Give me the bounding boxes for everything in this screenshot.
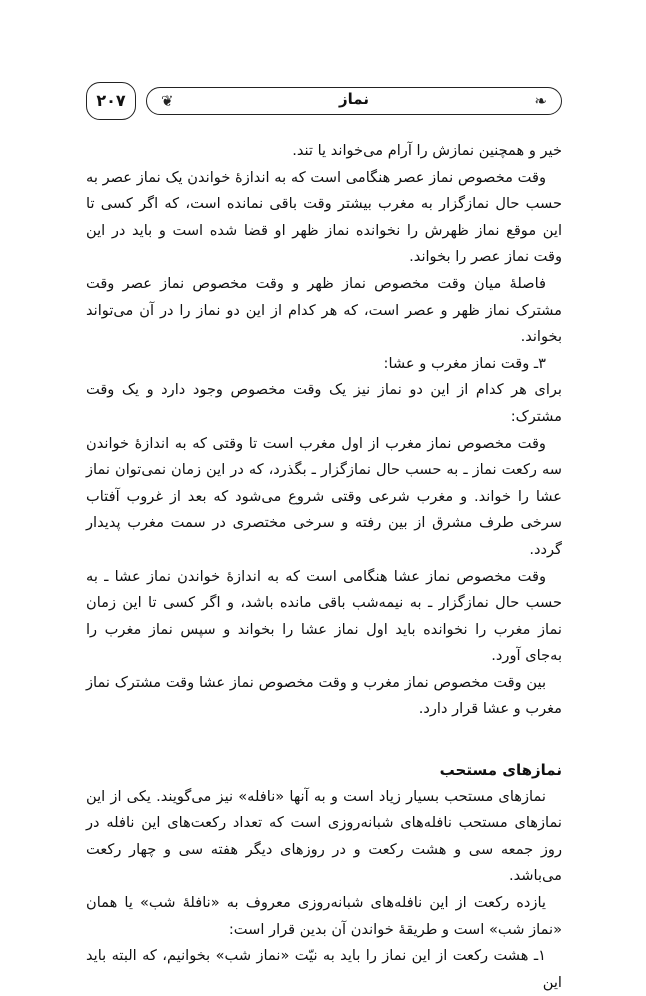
chapter-title: نماز	[339, 90, 369, 108]
paragraph: نمازهای مستحب بسیار زیاد است و به آنها «نافله» نیز می‌گویند. یکی از این نمازهای مستحب نافله‌های شبانه‌روزی است که تعداد رکعت‌های این نافله در روز جمعه سی و هشت رکعت و در روزهای دیگر هفته سی و چهار رکعت می‌باشد.	[86, 787, 562, 885]
paragraph: ۱ـ هشت رکعت از این نماز را باید به نیّت «نماز شب» بخوانیم، که البته باید این	[86, 947, 562, 991]
page-number: ۲۰۷	[86, 82, 136, 120]
paragraph: فاصلۀ میان وقت مخصوص نماز ظهر و وقت مخصوص نماز عصر وقت مشترک نماز ظهر و عصر است، که هر کدام از این دو نماز را در آن می‌تواند بخواند.	[86, 274, 562, 346]
paragraph: برای هر کدام از این دو نماز نیز یک وقت مخصوص وجود دارد و یک وقت مشترک:	[86, 381, 562, 425]
paragraph: ۳ـ وقت نماز مغرب و عشا:	[383, 354, 546, 372]
page-header	[86, 82, 564, 122]
page-body	[86, 138, 562, 996]
ornament-right-icon: ❧	[534, 92, 547, 110]
ornament-left-icon: ❦	[161, 92, 174, 110]
paragraph: وقت مخصوص نماز عشا هنگامی است که به اندازۀ خواندن نماز عشا ـ به حسب حال نمازگزار ـ به نیمه‌شب باقی مانده باشد، و اگر کسی تا این زمان نماز مغرب را نخوانده باید اول نماز عشا را بخواند و سپس نماز مغرب را به‌جای آورد.	[86, 567, 562, 665]
section-heading: نمازهای مستحب	[439, 761, 562, 780]
running-head	[146, 87, 562, 115]
paragraph: خیر و همچنین نمازش را آرام می‌خواند یا تند.	[292, 142, 562, 159]
paragraph: بین وقت مخصوص نماز مغرب و وقت مخصوص نماز عشا وقت مشترک نماز مغرب و عشا قرار دارد.	[86, 673, 562, 718]
paragraph: وقت مخصوص نماز مغرب از اول مغرب است تا وقتی که به اندازۀ خواندن سه رکعت نماز ـ به حسب حال نمازگزار ـ بگذرد، که در این زمان نمی‌توان نماز عشا را خواند. و مغرب شرعی وقتی شروع می‌شود که بعد از غروب آفتاب سرخی طرف مشرق از بین رفته و سرخی مختصری در سمت مغرب پدیدار گردد.	[86, 434, 562, 558]
paragraph: وقت مخصوص نماز عصر هنگامی است که به اندازۀ خواندن یک نماز عصر به حسب حال نمازگزار به مغرب بیشتر وقت باقی نمانده است، که اگر کسی تا این موقع نماز ظهرش را نخوانده نماز ظهر او قضا شده است و باید در این وقت نماز عصر را بخواند.	[86, 168, 562, 266]
paragraph: یازده رکعت از این نافله‌های شبانه‌روزی معروف به «نافلۀ شب» یا همان «نماز شب» است و طریقۀ خواندن آن بدین قرار است:	[86, 894, 562, 938]
